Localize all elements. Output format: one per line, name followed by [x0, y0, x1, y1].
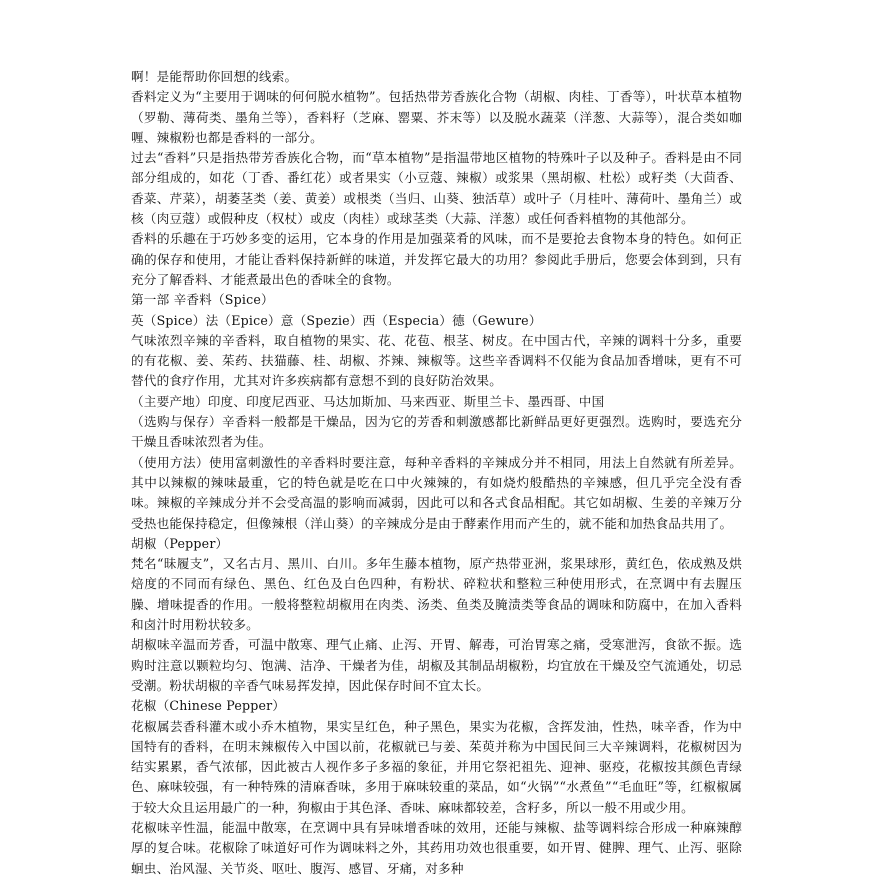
- part-one-heading: 第一部 辛香料（Spice）: [131, 292, 274, 308]
- spice-description-paragraph: 气味浓烈辛辣的辛香料，取自植物的果实、花、花苞、根茎、树皮。在中国古代，辛辣的调料十分多，重要的有花椒、姜、茱药、扶猫藤、桂、胡椒、芥辣、辣椒等。这些辛香调料不仅能为食品加香增味，更有不可替代的食疗作用，尤其对许多疾病都有意想不到的良好防治效果。: [131, 332, 742, 389]
- spice-translations-line: 英（Spice）法（Epice）意（Spezie）西（Especia）德（Gewure）: [131, 312, 542, 328]
- spice-usage-paragraph: 香料的乐趣在于巧妙多变的运用，它本身的作用是加强菜肴的风味，而不是要抢去食物本身的特色。如何正确的保存和使用，才能让香料保持新鲜的味道，并发挥它最大的功用？参阅此手册后，您要会体到到，只有充分了解香料、才能煮最出色的香味全的食物。: [131, 231, 742, 287]
- spice-history-paragraph: 过去“香料”只是指热带芳香族化合物，而“草本植物”是指温带地区植物的特殊叶子以及种子。香料是由不同部分组成的，如花（丁香、番红花）或者果实（小豆蔻、辣椒）或浆果（黑胡椒、杜松）或籽类（大茴香、香菜、芹菜），胡萎茎类（姜、黄姜）或根类（当归、山葵、独活草）或叶子（月桂叶、薄荷叶、墨角兰）或核（肉豆蔻）或假种皮（权杖）或皮（肉桂）或球茎类（大蒜、洋葱）或任何香料植物的其他部分。: [131, 150, 742, 227]
- chinese-pepper-properties-paragraph: 花椒味辛性温，能温中散寒，在烹调中具有异味增香味的效用，还能与辣椒、盐等调料综合形成一种麻辣醇厚的复合味。花椒除了味道好可作为调味料之外，其药用功效也很重要，如开胃、健脾、理气、止泻、驱除蛔虫、治风湿、关节炎、呕吐、腹泻、感冒、牙痛，对多种: [131, 819, 742, 876]
- pepper-properties-paragraph: 胡椒味辛温而芳香，可温中散寒、理气止痛、止泻、开胃、解毒，可治胃寒之痛，受寒泄泻，食欲不振。选购时注意以颗粒均匀、饱满、洁净、干燥者为佳，胡椒及其制品胡椒粉，均宜放在干燥及空气流通处，切忌受潮。粉状胡椒的辛香气味易挥发掉，因此保存时间不宜太长。: [131, 637, 742, 693]
- main-regions-line: （主要产地）印度、印度尼西亚、马达加斯加、马来西亚、斯里兰卡、墨西哥、中国: [131, 393, 605, 409]
- usage-method-paragraph: （使用方法）使用富刺激性的辛香料时要注意，每种辛香料的辛辣成分并不相同，用法上自然就有所差异。其中以辣椒的辣味最重，它的特色就是吃在口中火辣辣的，有如烧灼般酷热的辛辣感，但几乎完全没有香味。辣椒的辛辣成分并不会受高温的影响而减弱，因此可以和各式食品相配。其它如胡椒、生姜的辛辣万分受热也能保持稳定，但像辣根（洋山葵）的辛辣成分是由于酵素作用而产生的，就不能和加热食品共用了。: [131, 454, 742, 531]
- pepper-heading: 胡椒（Pepper）: [131, 535, 229, 551]
- pepper-description-paragraph: 梵名“昧履支”，又名古月、黑川、白川。多年生藤本植物，原产热带亚洲，浆果球形，黄红色，依成熟及烘焙度的不同而有绿色、黑色、红色及白色四种，有粉状、碎粒状和整粒三种使用形式，在烹调中有去腥压臊、增味提香的作用。一般将整粒胡椒用在肉类、汤类、鱼类及腌渍类等食品的调味和防腐中，在加入香料和卤汁时用粉状较多。: [131, 556, 742, 633]
- chinese-pepper-heading: 花椒（Chinese Pepper）: [131, 698, 286, 714]
- document-page: [131, 67, 742, 879]
- intro-line: 啊！是能帮助你回想的线索。: [131, 69, 298, 84]
- chinese-pepper-description-paragraph: 花椒属芸香科灌木或小乔木植物，果实呈红色，种子黑色，果实为花椒，含挥发油，性热，味辛香，作为中国特有的香料，在明末辣椒传入中国以前，花椒就已与姜、茱萸并称为中国民间三大辛辣调料，花椒树因为结实累累，香气浓郁，因此被古人视作多子多福的象征，并用它祭祀祖先、迎神、驱疫，花椒按其颜色青绿色、麻味较强，有一种特殊的清麻香味，多用于麻味较重的菜品，如“火锅”“水煮鱼”“毛血旺”等，红椒椒属于较大众且运用最广的一种，狗椒由于其色泽、香味、麻味都较差，含籽多，所以一般不用或少用。: [131, 718, 742, 815]
- buying-storage-paragraph: （选购与保存）辛香料一般都是干燥品，因为它的芳香和刺激感都比新鲜品更好更强烈。选购时，要选充分干燥且香味浓烈者为佳。: [131, 414, 742, 450]
- spice-definition-paragraph: 香料定义为“主要用于调味的何何脱水植物”。包括热带芳香族化合物（胡椒、肉桂、丁香等），叶状草本植物（罗勒、薄荷类、墨角兰等），香料籽（芝麻、罂粟、芥末等）以及脱水蔬菜（洋葱、大蒜等），混合类如咖喱、辣椒粉也都是香料的一部分。: [131, 89, 742, 145]
